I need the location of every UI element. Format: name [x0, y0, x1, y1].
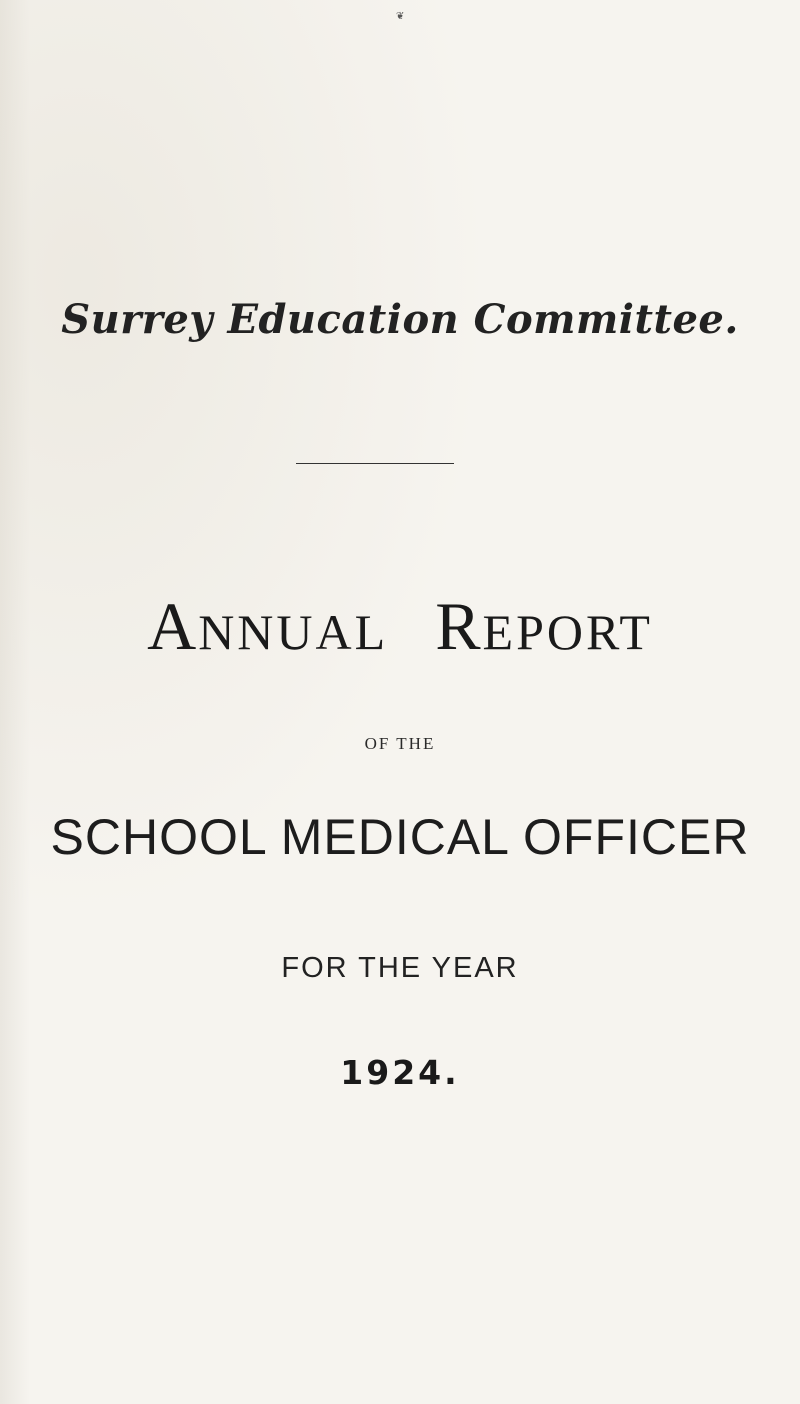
report-title-annual: ANNUAL [147, 588, 389, 664]
of-the-line: OF THE [364, 734, 436, 753]
report-title [0, 586, 800, 672]
divider-rule [296, 463, 454, 464]
committee-heading: Surrey Education Committee. [61, 296, 739, 343]
for-the-year-line: FOR THE YEAR [281, 952, 519, 984]
officer-title: SCHOOL MEDICAL OFFICER [50, 809, 750, 865]
report-year: 1924. [340, 1053, 460, 1092]
report-title-report: REPORT [435, 588, 653, 664]
ornament-icon: ❦ [396, 11, 405, 22]
